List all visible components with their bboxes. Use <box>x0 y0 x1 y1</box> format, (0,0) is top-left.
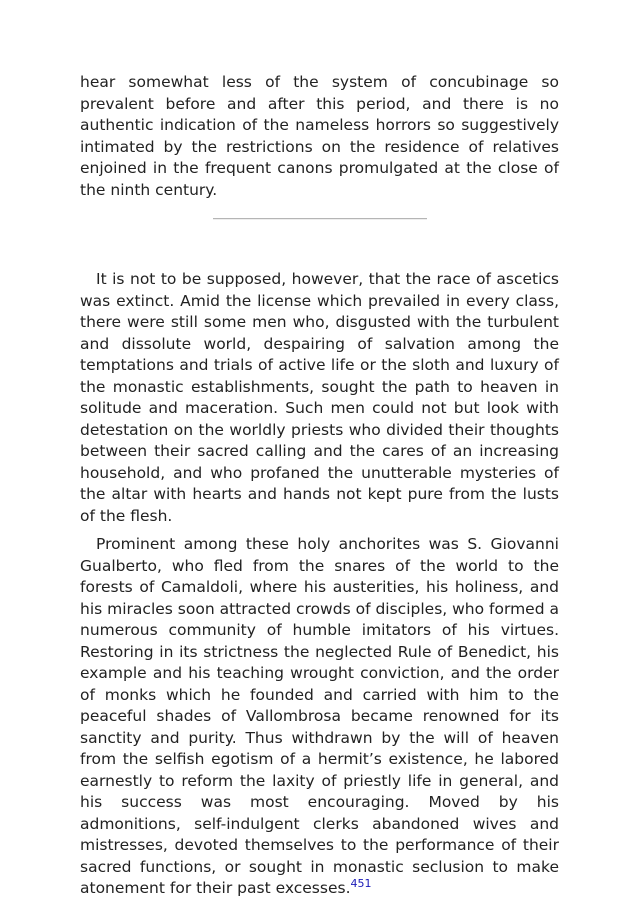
paragraph-ascetics: It is not to be supposed, however, that the race of ascetics was extinct. Amid the license which prevailed in every class, there were still some men who, disgusted with the turbulent and dissolute world, despairing of salvation among the temptations and trials of active life or the sloth and luxury of the monastic establishments, sought the path to heaven in solitude and maceration. Such men could not but look with detestation on the worldly priests who divided their thoughts between their sacred calling and the cares of an increasing household, and who profaned the unutterable mysteries of the altar with hearts and hands not kept pure from the lusts of the flesh. <box>80 270 559 525</box>
paragraph-gualberto-text: Prominent among these holy anchorites was S. Giovanni Gualberto, who fled from the snares of the world to the forests of Camaldoli, where his austerities, his holiness, and his miracles soon attracted crowds of disciples, who formed a numerous community of humble imitators of his virtues. Restoring in its strictness the neglected Rule of Benedict, his example and his teaching wrought conviction, and the order of monks which he founded and carried with him to the peaceful shades of Vallombrosa became renowned for its sanctity and purity. Thus withdrawn by the will of heaven from the selfish egotism of a hermit’s existence, he labored earnestly to reform the laxity of priestly life in general, and his success was most encouraging. Moved by his admonitions, self-indulgent clerks abandoned wives and mistresses, devoted themselves to the performance of their sacred functions, or sought in monastic seclusion to make atonement for their past excesses. <box>80 535 559 897</box>
section-divider <box>213 218 427 220</box>
section-divider-wrap <box>80 201 559 252</box>
document-page <box>80 72 559 900</box>
section-spacer <box>80 252 559 269</box>
footnote-link[interactable]: 451 <box>350 877 372 890</box>
paragraph-concubinage: hear somewhat less of the system of concubinage so prevalent before and after this period, and there is no authentic indication of the nameless horrors so suggestively intimated by the restrictions on the residence of relatives enjoined in the frequent canons promulgated at the close of the ninth century. <box>80 73 559 199</box>
paragraph-gualberto <box>80 534 559 900</box>
